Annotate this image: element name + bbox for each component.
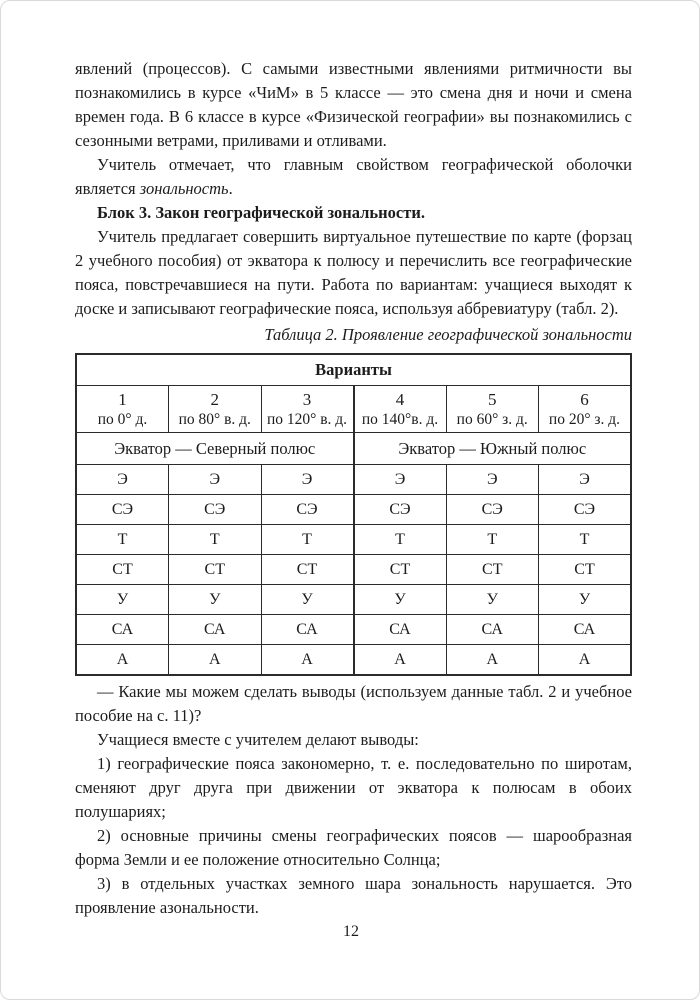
table-cell: СЭ xyxy=(261,495,354,525)
table-cell: У xyxy=(354,585,447,615)
variant-meridian: по 20° з. д. xyxy=(548,410,621,428)
table-caption: Таблица 2. Проявление географической зональности xyxy=(264,325,632,344)
table-cell: СЭ xyxy=(76,495,169,525)
table-row-arctic xyxy=(76,645,631,676)
table-cell: У xyxy=(539,585,632,615)
table-cell: А xyxy=(76,645,169,676)
table-cell: А xyxy=(261,645,354,676)
table-variants-row xyxy=(76,386,631,433)
paragraph-conclusion-2: 2) основные причины смены географических поясов — шарообразная форма Земли и ее положение относительно Солнца; xyxy=(75,826,632,869)
variant-cell-4 xyxy=(354,386,447,433)
table-title-cell: Варианты xyxy=(76,354,631,386)
table-row-subarctic xyxy=(76,615,631,645)
variant-meridian: по 60° з. д. xyxy=(456,410,528,428)
table-cell: А xyxy=(446,645,539,676)
table-cell: Т xyxy=(169,525,262,555)
table-cell: А xyxy=(169,645,262,676)
variant-meridian: по 0° д. xyxy=(97,410,148,428)
paragraph-conclusion-1: 1) географические пояса закономерно, т. е. последовательно по широтам, сменяют друг друга при движении от экватора к полюсам в обоих полушариях; xyxy=(75,754,632,821)
variant-cell-3 xyxy=(261,386,354,433)
table-cell: А xyxy=(539,645,632,676)
variant-number: 6 xyxy=(580,389,589,409)
teacher-notes-period: . xyxy=(228,179,233,198)
table-cell: СА xyxy=(539,615,632,645)
section-heading-block3: Блок 3. Закон географической зональности. xyxy=(97,203,425,222)
table-cell: У xyxy=(169,585,262,615)
table-cell: Э xyxy=(539,465,632,495)
variant-number: 2 xyxy=(210,389,219,409)
table-cell: СТ xyxy=(169,555,262,585)
table-cell: СТ xyxy=(76,555,169,585)
paragraph-teacher-notes xyxy=(75,153,632,201)
variant-cell-5 xyxy=(446,386,539,433)
table-cell: Э xyxy=(76,465,169,495)
table-cell: СТ xyxy=(354,555,447,585)
table-row-temperate xyxy=(76,585,631,615)
paragraph-continuation: явлений (процессов). С самыми известными явлениями ритмичности вы познакомились в курсе «ЧиМ» в 5 классе — это смена дня и ночи и смена времен года. В 6 классе в курсе «Физической географии» вы познакомились с сезонными ветрами, приливами и отливами. xyxy=(75,59,632,150)
table-cell: Т xyxy=(539,525,632,555)
table-cell: СЭ xyxy=(169,495,262,525)
route-north: Экватор — Северный полюс xyxy=(76,433,354,465)
variant-cell-1 xyxy=(76,386,169,433)
term-zonality: зональность xyxy=(139,179,229,198)
variant-meridian: по 80° в. д. xyxy=(178,410,251,428)
table-cell: Т xyxy=(354,525,447,555)
table-cell: Э xyxy=(261,465,354,495)
table-cell: У xyxy=(76,585,169,615)
page-number: 12 xyxy=(343,923,359,940)
table-cell: СЭ xyxy=(446,495,539,525)
table-row-subequatorial xyxy=(76,495,631,525)
table-cell: Э xyxy=(354,465,447,495)
paragraph-teacher-suggests: Учитель предлагает совершить виртуальное путешествие по карте (форзац 2 учебного пособия) от экватора к полюсу и перечислить все географические пояса, повстречавшиеся на пути. Работа по вариантам: учащиеся выходят к доске и записывают географические пояса, используя аббревиатуру (табл. 2). xyxy=(75,227,632,318)
table-cell: СТ xyxy=(261,555,354,585)
table-cell: СА xyxy=(354,615,447,645)
table-cell: СТ xyxy=(539,555,632,585)
table-cell: СА xyxy=(261,615,354,645)
variant-meridian: по 120° в. д. xyxy=(266,410,348,428)
table-cell: СА xyxy=(76,615,169,645)
table-cell: Т xyxy=(76,525,169,555)
table-cell: Э xyxy=(446,465,539,495)
table-cell: СТ xyxy=(446,555,539,585)
route-south: Экватор — Южный полюс xyxy=(354,433,632,465)
zonality-table xyxy=(75,353,632,676)
paragraph-question: — Какие мы можем сделать выводы (используем данные табл. 2 и учебное пособие на с. 11)? xyxy=(75,682,632,725)
paragraph-conclusions-intro: Учащиеся вместе с учителем делают выводы: xyxy=(97,730,419,749)
table-row-equatorial xyxy=(76,465,631,495)
table-cell: У xyxy=(261,585,354,615)
variant-number: 4 xyxy=(395,389,405,409)
table-cell: Т xyxy=(261,525,354,555)
table-row-tropical xyxy=(76,525,631,555)
table-row-subtropical xyxy=(76,555,631,585)
table-title-row xyxy=(76,354,631,386)
paragraph-conclusion-3: 3) в отдельных участках земного шара зональность нарушается. Это проявление азональности. xyxy=(75,874,632,917)
table-cell: У xyxy=(446,585,539,615)
variant-cell-2 xyxy=(169,386,262,433)
text-block xyxy=(75,57,632,920)
teacher-notes-text: Учитель отмечает, что главным свойством географической оболочки является xyxy=(75,155,632,198)
variant-number: 3 xyxy=(302,389,312,409)
table-cell: СЭ xyxy=(354,495,447,525)
table-cell: СЭ xyxy=(539,495,632,525)
table-cell: А xyxy=(354,645,447,676)
table-cell: Т xyxy=(446,525,539,555)
variant-cell-6 xyxy=(539,386,632,433)
table-cell: СА xyxy=(169,615,262,645)
table-routes-row xyxy=(76,433,631,465)
table-cell: Э xyxy=(169,465,262,495)
variant-number: 5 xyxy=(488,389,497,409)
variant-meridian: по 140°в. д. xyxy=(361,410,439,428)
table-cell: СА xyxy=(446,615,539,645)
variant-number: 1 xyxy=(118,389,127,409)
